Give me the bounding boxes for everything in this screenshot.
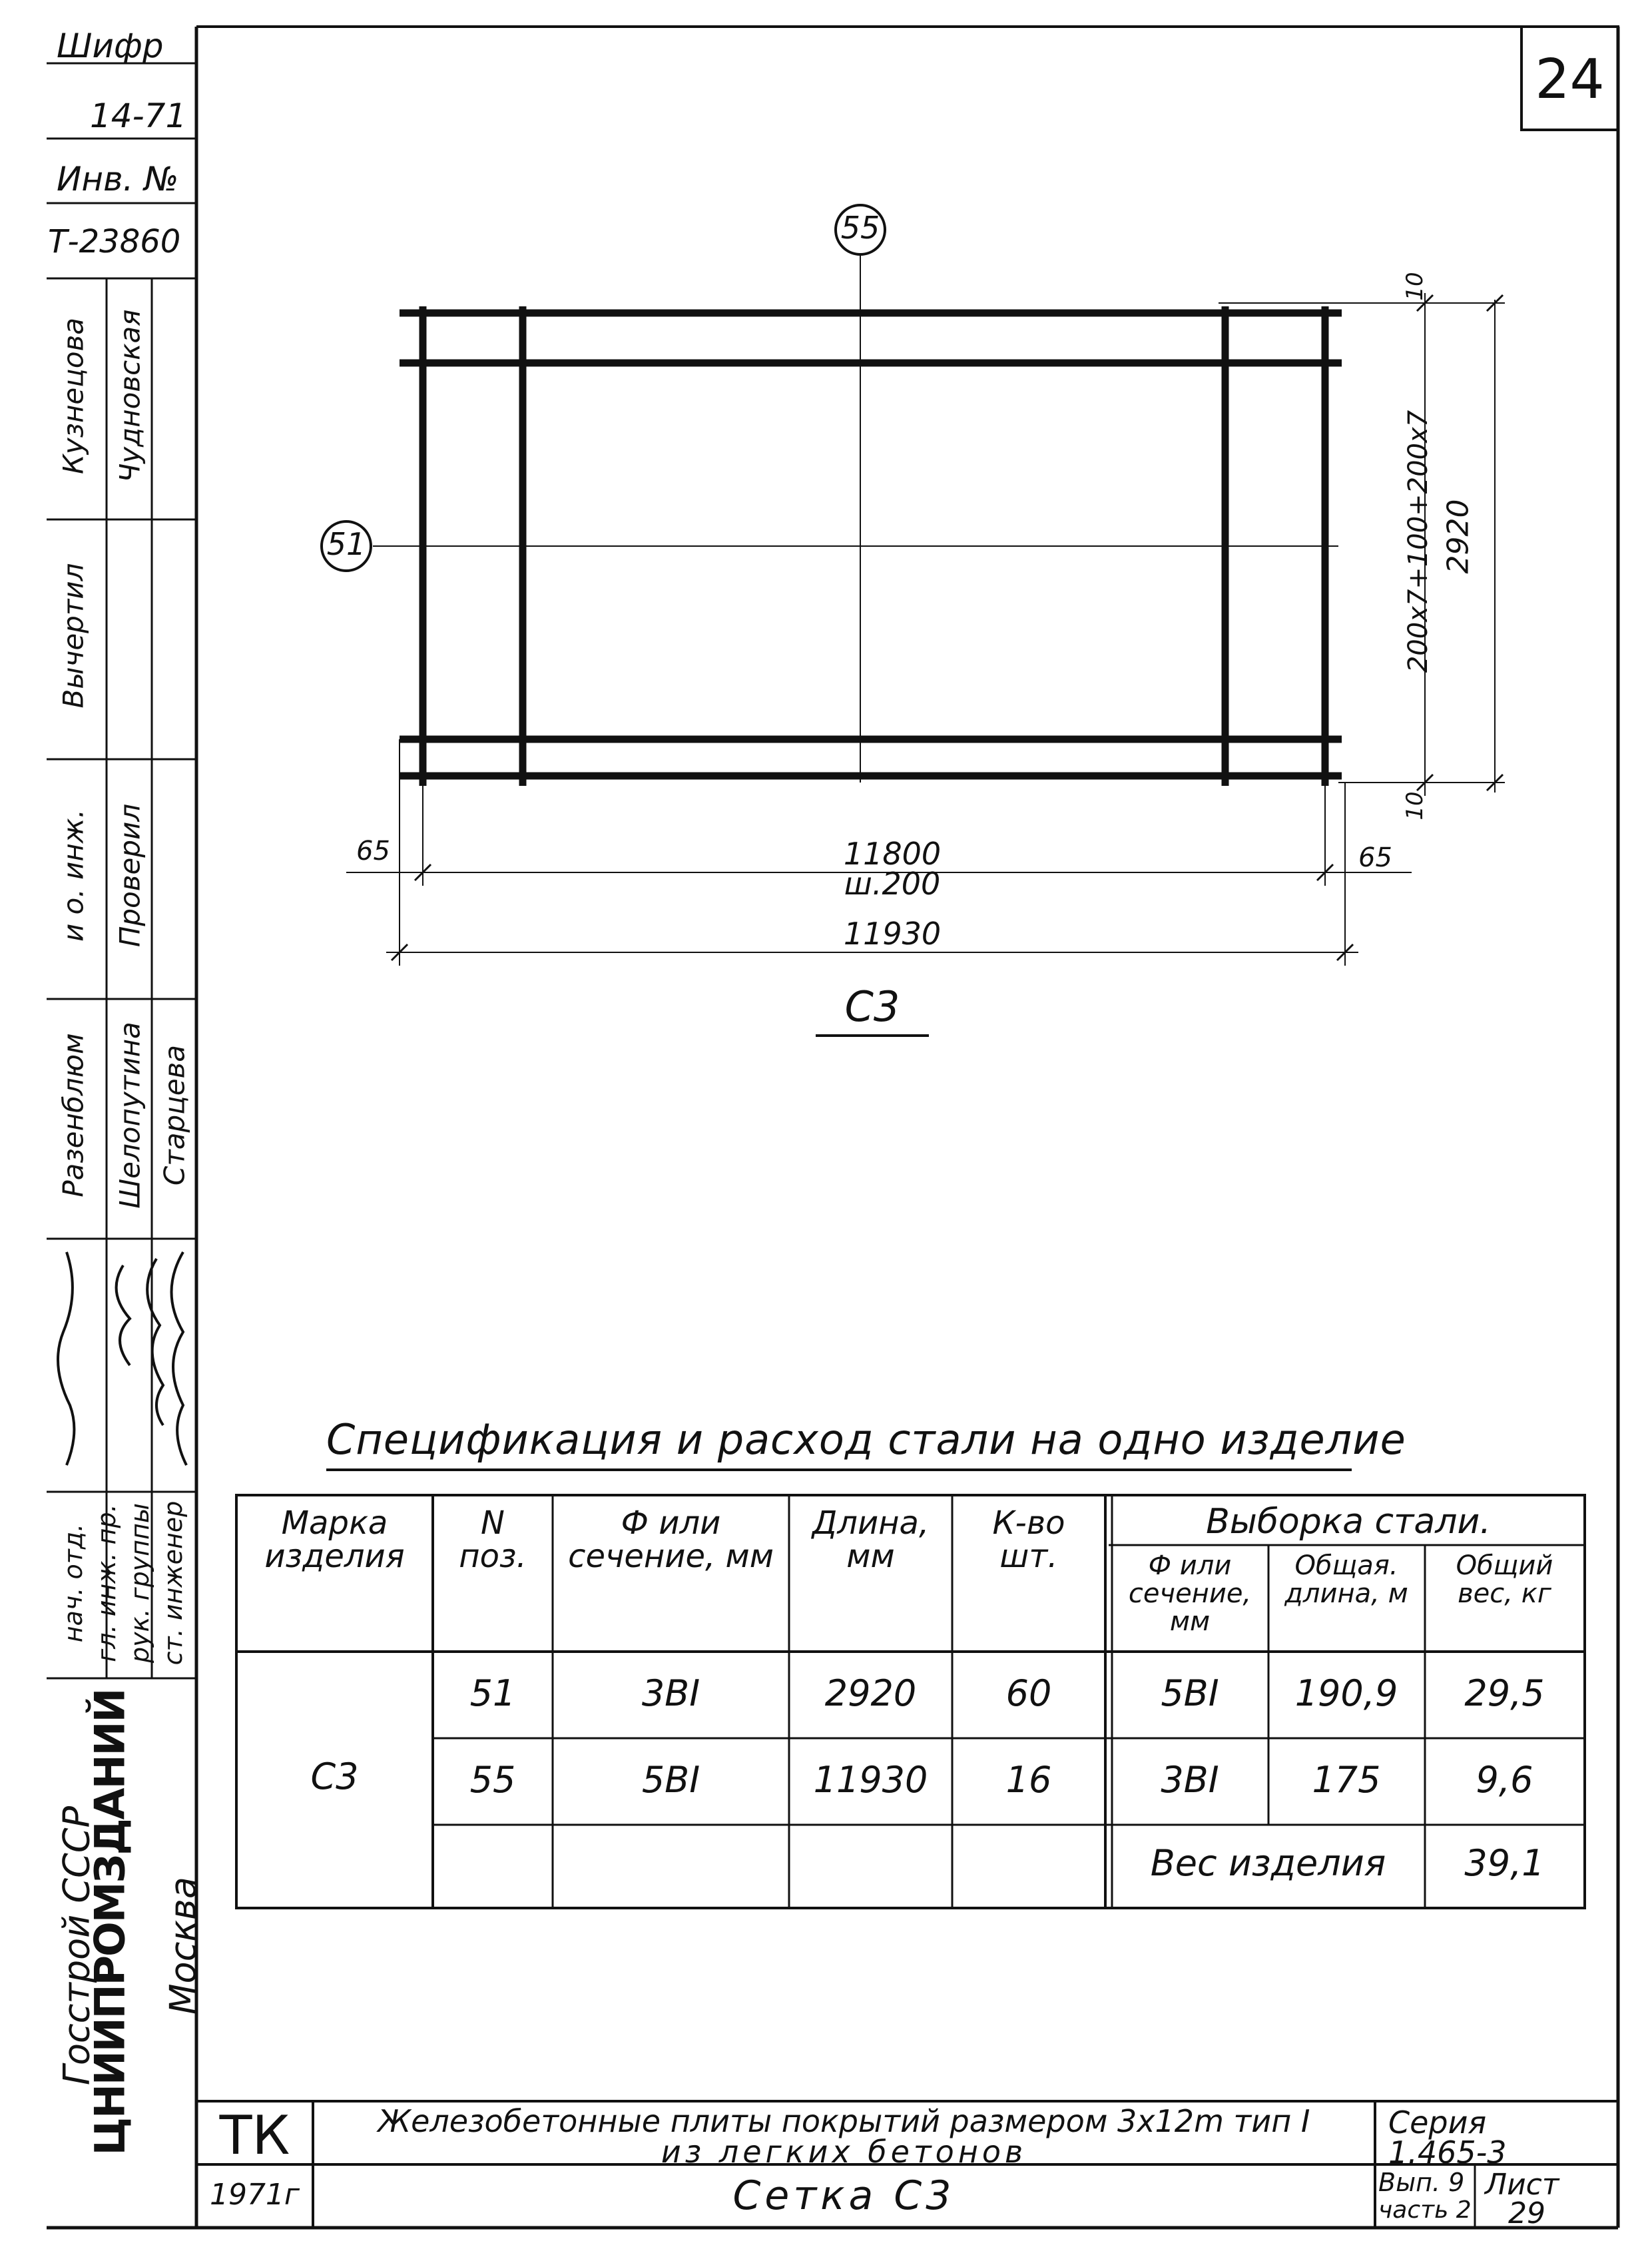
tb-issue-line1: Вып. 9 (1378, 2168, 1465, 2197)
dim-total-length: 11930 (843, 916, 942, 952)
inv-value: Т-23860 (48, 223, 181, 260)
cell-mark: С3 (310, 1756, 359, 1797)
stamp-name-1: Кузнецова (57, 317, 90, 475)
row1-length: 2920 (824, 1672, 917, 1714)
header-diam: Ф или сечение, мм (568, 1504, 774, 1576)
stamp-name-3: Разенблюм (57, 1033, 90, 1197)
header-pos: N поз. (459, 1504, 527, 1576)
cipher-label: Шифр (57, 27, 164, 65)
header-steel-group: Выборка стали. (1206, 1502, 1491, 1542)
row1-pos: 51 (469, 1672, 516, 1714)
org-main: ЦНИИПРОМЗДАНИЙ (85, 1689, 135, 2156)
org-top: Госстрой СССР (55, 1805, 98, 2086)
tb-sheet-label: Лист (1485, 2168, 1559, 2202)
row1-diam: 3BI (641, 1672, 700, 1714)
row2-qty: 16 (1005, 1759, 1052, 1801)
row1-steel-wt: 29,5 (1464, 1672, 1545, 1714)
stamp-role-3: рук. группы (125, 1503, 154, 1663)
tb-subtitle: Сетка С3 (732, 2172, 956, 2219)
row2-steel-wt: 9,6 (1476, 1759, 1533, 1801)
dim-bottom-gap: 10 (1402, 791, 1428, 820)
weight-label: Вес изделия (1150, 1842, 1386, 1884)
row1-steel-diam: 5BI (1161, 1672, 1219, 1714)
mesh-drawing (322, 205, 1505, 1036)
header-length: Длина, мм (812, 1504, 930, 1576)
header-qty: К-во шт. (992, 1504, 1065, 1576)
row2-steel-len: 175 (1312, 1759, 1381, 1801)
row2-steel-diam: 3BI (1161, 1759, 1219, 1801)
tb-code: ТК (219, 2104, 290, 2166)
callout-55: 55 (840, 210, 880, 246)
row1-qty: 60 (1005, 1672, 1052, 1714)
org-city: Москва (162, 1877, 204, 2015)
header-mark: Марка изделия (264, 1504, 405, 1576)
tb-series-value: 1.465-3 (1388, 2134, 1507, 2170)
spec-title-underline (326, 1468, 1352, 1471)
tb-issue-line2: часть 2 (1378, 2196, 1472, 2224)
weight-value: 39,1 (1464, 1842, 1545, 1884)
header-steel-diam: Ф или сечение, мм (1128, 1550, 1252, 1637)
tb-title-line2: из легких бетонов (661, 2134, 1027, 2170)
stamp-role-1: нач. отд. (59, 1523, 88, 1643)
tb-year: 1971г (209, 2178, 300, 2212)
mesh-label: С3 (844, 982, 900, 1031)
inv-label: Инв. № (57, 160, 179, 198)
tb-title-line1: Железобетонные плиты покрытий размером 3x12m тип I (378, 2103, 1310, 2139)
row2-diam: 5BI (641, 1759, 700, 1801)
stamp-name-2: Чудновская (113, 309, 146, 483)
dim-pitch: ш.200 (844, 866, 941, 902)
stamp-extra-1: Вычертил (57, 563, 90, 709)
header-steel-len: Общая. длина, м (1284, 1550, 1408, 1609)
callout-51: 51 (326, 526, 366, 562)
dim-vertical-inner: 200x7+100+200x7 (1403, 410, 1434, 673)
stamp-extra-2: и о. инж. (57, 809, 90, 942)
dim-length: 11800 (843, 836, 942, 872)
tb-sheet-value: 29 (1508, 2196, 1545, 2230)
sheet-number: 24 (1535, 48, 1605, 111)
dim-top-gap: 10 (1402, 272, 1428, 301)
signatures (47, 1239, 196, 1492)
dim-right-overhang: 65 (1358, 842, 1392, 873)
row2-length: 11930 (813, 1759, 928, 1801)
stamp-extra-3: Проверил (113, 803, 146, 948)
row1-steel-len: 190,9 (1294, 1672, 1398, 1714)
header-steel-wt: Общий вес, кг (1456, 1550, 1553, 1609)
row2-pos: 55 (469, 1759, 516, 1801)
dim-left-overhang: 65 (356, 836, 390, 866)
stamp-name-4: Шелопутина (113, 1022, 146, 1209)
spec-title: Спецификация и расход стали на одно изделие (326, 1415, 1406, 1464)
dim-vertical-total: 2920 (1441, 499, 1476, 574)
cipher-value: 14-71 (90, 97, 187, 135)
stamp-name-5: Старцева (158, 1044, 191, 1186)
stamp-role-4: ст. инженер (158, 1500, 188, 1666)
stamp-role-2: гл. инж. пр. (92, 1504, 121, 1662)
tb-series-label: Серия (1388, 2104, 1487, 2140)
